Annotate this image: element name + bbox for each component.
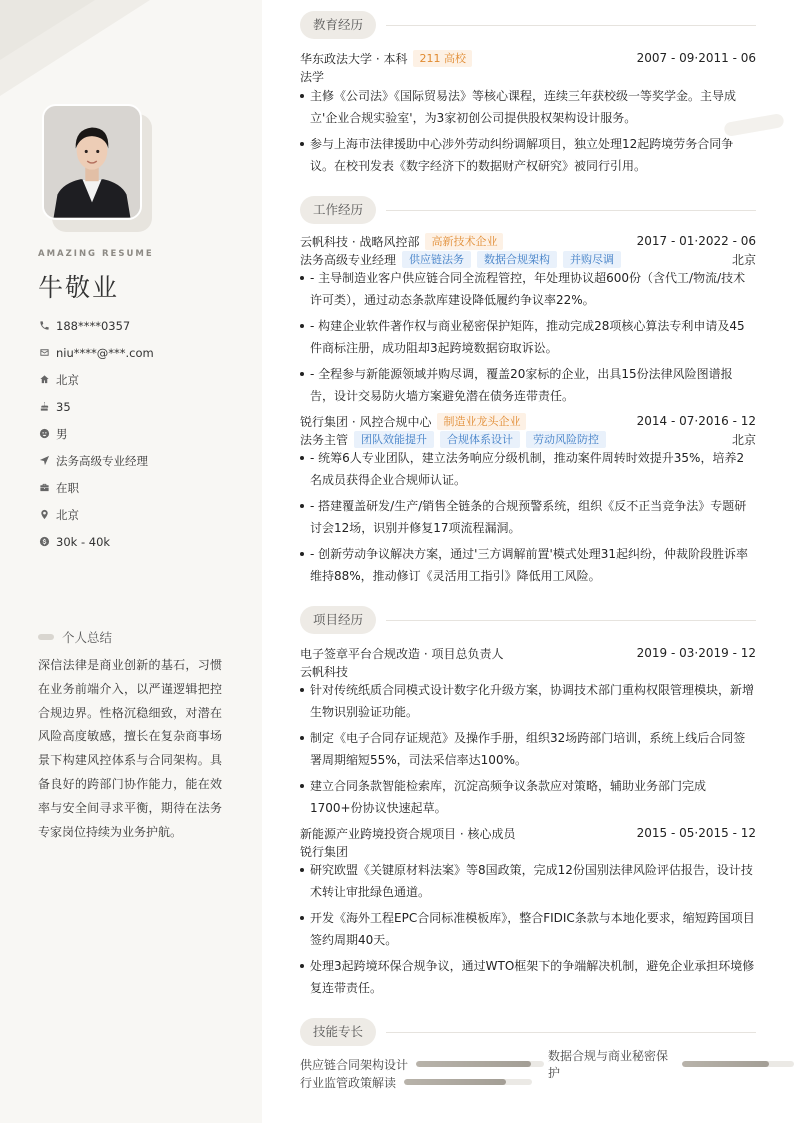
personal-info-list xyxy=(38,312,258,555)
project-name: 电子签章平台合规改造 · 项目总负责人 xyxy=(300,646,504,661)
info-gender xyxy=(38,420,258,447)
job-location: 北京 xyxy=(731,252,756,267)
skill-item xyxy=(300,1074,532,1090)
job-date: 2014 - 07·2016 - 12 xyxy=(636,414,756,428)
skill-bar-fill xyxy=(416,1061,531,1067)
project-org: 锐行集团 xyxy=(300,844,349,859)
list-item: 研究欧盟《关键原材料法案》等8国政策，完成12份国别法律风险评估报告，设计技术转让审批绿色通道。 xyxy=(300,859,756,903)
info-text: 在职 xyxy=(56,480,79,495)
skill-item xyxy=(300,1056,544,1072)
skill-bar xyxy=(416,1061,544,1067)
summary-bar-decoration xyxy=(38,634,54,640)
list-item: - 构建企业软件著作权与商业秘密保护矩阵，推动完成28项核心算法专利申请及45件商标注册，成功阻却3起跨境数据窃取诉讼。 xyxy=(300,315,756,359)
info-salary xyxy=(38,528,258,555)
skill-name: 供应链合同架构设计 xyxy=(300,1057,409,1072)
resume-tagline: AMAZING RESUME xyxy=(38,249,154,259)
job-tag: 并购尽调 xyxy=(563,251,621,268)
job-tag: 合规体系设计 xyxy=(440,431,520,448)
skill-name: 行业监管政策解读 xyxy=(300,1075,397,1090)
list-item: 处理3起跨境环保合规争议，通过WTO框架下的争端解决机制，避免企业承担环境修复连带责任。 xyxy=(300,955,756,999)
job-tag: 供应链法务 xyxy=(402,251,471,268)
job-role: 法务高级专业经理 xyxy=(300,252,397,267)
section-projects-header xyxy=(300,606,756,634)
project-org: 云帆科技 xyxy=(300,664,349,679)
project-1-org-row xyxy=(300,662,756,680)
section-divider xyxy=(386,620,756,621)
phone-icon xyxy=(38,320,50,332)
list-item: 针对传统纸质合同模式设计数字化升级方案，协调技术部门重构权限管理模块，新增生物识别验证功能。 xyxy=(300,679,756,723)
job-badge: 高新技术企业 xyxy=(425,233,503,250)
list-item: 主修《公司法》《国际贸易法》等核心课程，连续三年获校级一等奖学金。主导成立'企业合规实验室'，为3家初创公司提供股权架构设计服务。 xyxy=(300,85,756,129)
project-name: 新能源产业跨境投资合规项目 · 核心成员 xyxy=(300,826,516,841)
info-home xyxy=(38,366,258,393)
avatar-portrait-icon xyxy=(44,106,140,218)
info-text: 北京 xyxy=(56,372,79,387)
info-text: 188****0357 xyxy=(56,318,131,333)
person-icon xyxy=(38,428,50,440)
send-icon xyxy=(38,455,50,467)
cake-icon xyxy=(38,401,50,413)
location-icon xyxy=(38,509,50,521)
mail-icon xyxy=(38,347,50,359)
salary-icon xyxy=(38,536,50,548)
corner-decoration-inner xyxy=(0,0,95,60)
list-item: 开发《海外工程EPC合同标准模板库》，整合FIDIC条款与本地化要求，缩短跨国项目签约周期40天。 xyxy=(300,907,756,951)
briefcase-icon xyxy=(38,482,50,494)
info-text: 法务高级专业经理 xyxy=(56,453,148,468)
job-1-bullets xyxy=(300,267,756,411)
info-position xyxy=(38,447,258,474)
education-school: 华东政法大学 · 本科 xyxy=(300,51,408,66)
section-divider xyxy=(386,210,756,211)
project-1-header xyxy=(300,644,756,662)
skill-bar-fill xyxy=(404,1079,506,1085)
info-text: 男 xyxy=(56,426,68,441)
job-tag: 团队效能提升 xyxy=(354,431,434,448)
list-item: - 搭建覆盖研发/生产/销售全链条的合规预警系统，组织《反不正当竞争法》专题研讨会12场，识别并修复17项流程漏洞。 xyxy=(300,495,756,539)
section-divider xyxy=(386,1032,756,1033)
skill-bar xyxy=(404,1079,532,1085)
section-title: 项目经历 xyxy=(300,606,376,634)
education-bullets xyxy=(300,85,756,181)
job-2-header xyxy=(300,412,756,430)
section-divider xyxy=(386,25,756,26)
job-2-bullets xyxy=(300,447,756,591)
list-item: - 统筹6人专业团队，建立法务响应分级机制，推动案件周转时效提升35%，培养2名成员获得企业合规师认证。 xyxy=(300,447,756,491)
project-date: 2015 - 05·2015 - 12 xyxy=(636,826,756,840)
list-item: - 创新劳动争议解决方案，通过'三方调解前置'模式处理31起纠纷，仲裁阶段胜诉率维持88%，推动修订《灵活用工指引》降低用工风险。 xyxy=(300,543,756,587)
info-text: 北京 xyxy=(56,507,79,522)
project-2-bullets xyxy=(300,859,756,1003)
skill-name: 数据合规与商业秘密保护 xyxy=(548,1049,669,1080)
education-date: 2007 - 09·2011 - 06 xyxy=(636,51,756,65)
education-major-row xyxy=(300,67,756,85)
summary-title: 个人总结 xyxy=(62,630,113,645)
info-text: niu****@***.com xyxy=(56,345,154,360)
profile-photo-wrapper xyxy=(42,104,142,220)
home-icon xyxy=(38,374,50,386)
education-badge: 211 高校 xyxy=(413,50,472,67)
info-age xyxy=(38,393,258,420)
project-1-bullets xyxy=(300,679,756,823)
summary-header xyxy=(38,628,112,646)
project-2-org-row xyxy=(300,842,756,860)
education-entry-header xyxy=(300,49,756,67)
job-1-role-row xyxy=(300,250,756,268)
section-title: 教育经历 xyxy=(300,11,376,39)
info-location xyxy=(38,501,258,528)
candidate-name: 牛敬业 xyxy=(38,273,120,302)
list-item: 制定《电子合同存证规范》及操作手册，组织32场跨部门培训，系统上线后合同签署周期缩短55%，司法采信率达100%。 xyxy=(300,727,756,771)
job-tag: 劳动风险防控 xyxy=(526,431,606,448)
job-2-role-row xyxy=(300,430,756,448)
info-text: 30k - 40k xyxy=(56,534,111,549)
job-badge: 制造业龙头企业 xyxy=(437,413,526,430)
info-text: 35 xyxy=(56,399,71,414)
education-major: 法学 xyxy=(300,69,325,84)
job-1-header xyxy=(300,232,756,250)
list-item: 参与上海市法律援助中心涉外劳动纠纷调解项目，独立处理12起跨境劳务合同争议。在校刊发表《数字经济下的数据财产权研究》被同行引用。 xyxy=(300,133,756,177)
list-item: - 主导制造业客户供应链合同全流程管控，年处理协议超600份（含代工/物流/技术许可类），通过动态条款库建设降低履约争议率22%。 xyxy=(300,267,756,311)
project-2-header xyxy=(300,824,756,842)
section-work-header xyxy=(300,196,756,224)
list-item: - 全程参与新能源领域并购尽调，覆盖20家标的企业，出具15份法律风险图谱报告，设计交易防火墙方案避免潜在债务连带责任。 xyxy=(300,363,756,407)
job-location: 北京 xyxy=(731,432,756,447)
profile-photo xyxy=(42,104,142,220)
job-tag: 数据合规架构 xyxy=(477,251,557,268)
job-date: 2017 - 01·2022 - 06 xyxy=(636,234,756,248)
summary-text: 深信法律是商业创新的基石，习惯在业务前端介入，以严谨逻辑把控合规边界。性格沉稳细致，对潜在风险高度敏感，擅长在复杂商事场景下构建风控体系与合同架构。具备良好的跨部门协作能力，能在效率与安全间寻求平衡，期待在法务专家岗位持续为业务护航。 xyxy=(38,658,222,839)
job-role: 法务主管 xyxy=(300,432,349,447)
section-title: 技能专长 xyxy=(300,1018,376,1046)
sidebar xyxy=(0,0,262,1123)
info-status xyxy=(38,474,258,501)
skill-bar-fill xyxy=(682,1061,770,1067)
skill-bar xyxy=(682,1061,794,1067)
project-date: 2019 - 03·2019 - 12 xyxy=(636,646,756,660)
section-skills-header xyxy=(300,1018,756,1046)
info-phone xyxy=(38,312,258,339)
job-company: 锐行集团 · 风控合规中心 xyxy=(300,414,432,429)
job-company: 云帆科技 · 战略风控部 xyxy=(300,234,420,249)
section-education-header xyxy=(300,11,756,39)
section-title: 工作经历 xyxy=(300,196,376,224)
skill-item xyxy=(548,1049,794,1080)
list-item: 建立合同条款智能检索库，沉淀高频争议条款应对策略，辅助业务部门完成1700+份协议快速起草。 xyxy=(300,775,756,819)
info-email xyxy=(38,339,258,366)
